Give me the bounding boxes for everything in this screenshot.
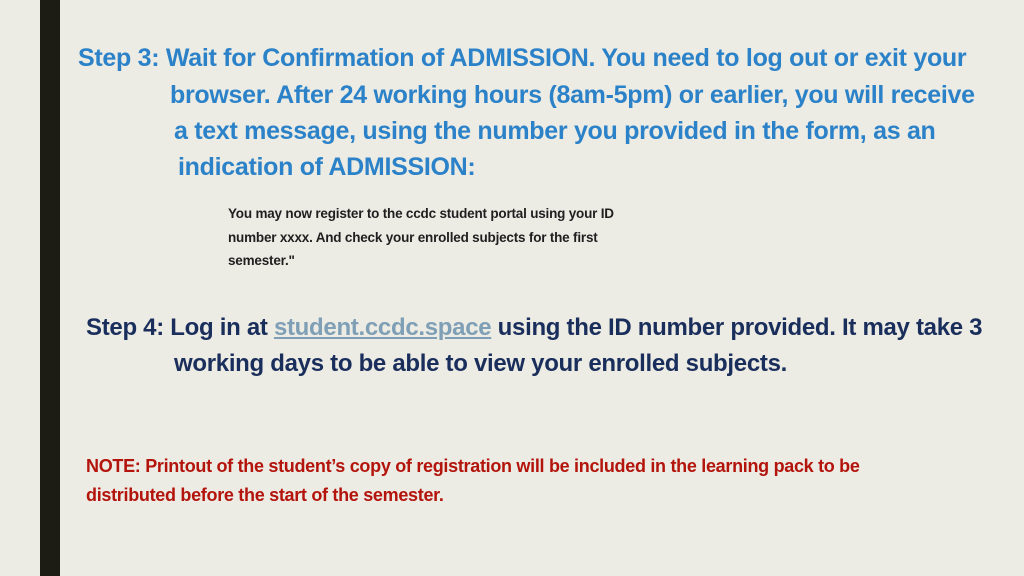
message-line-2: number xxxx. And check your enrolled subjects for the first xyxy=(228,230,598,245)
left-accent-bar xyxy=(40,0,60,576)
step4-prefix: Step 4: Log in at xyxy=(86,314,274,341)
step3-line-3: a text message, using the number you provided in the form, as an xyxy=(174,117,936,145)
note-line-2: distributed before the start of the semester. xyxy=(86,485,444,505)
message-line-3: semester." xyxy=(228,253,295,268)
step4-line-1 xyxy=(86,314,982,342)
step4-suffix: using the ID number provided. It may take 3 xyxy=(491,314,983,341)
step3-line-4: indication of ADMISSION: xyxy=(178,153,476,181)
step3-line-2: browser. After 24 working hours (8am-5pm) or earlier, you will receive xyxy=(170,81,975,109)
student-portal-link[interactable]: student.ccdc.space xyxy=(273,314,492,341)
step4-line-2: working days to be able to view your enrolled subjects. xyxy=(174,350,787,377)
step3-line-1: Step 3: Wait for Confirmation of ADMISSION. You need to log out or exit your xyxy=(78,44,967,72)
message-line-1: You may now register to the ccdc student portal using your ID xyxy=(228,206,614,221)
note-line-1: NOTE: Printout of the student’s copy of registration will be included in the learning pack to be xyxy=(86,456,860,476)
